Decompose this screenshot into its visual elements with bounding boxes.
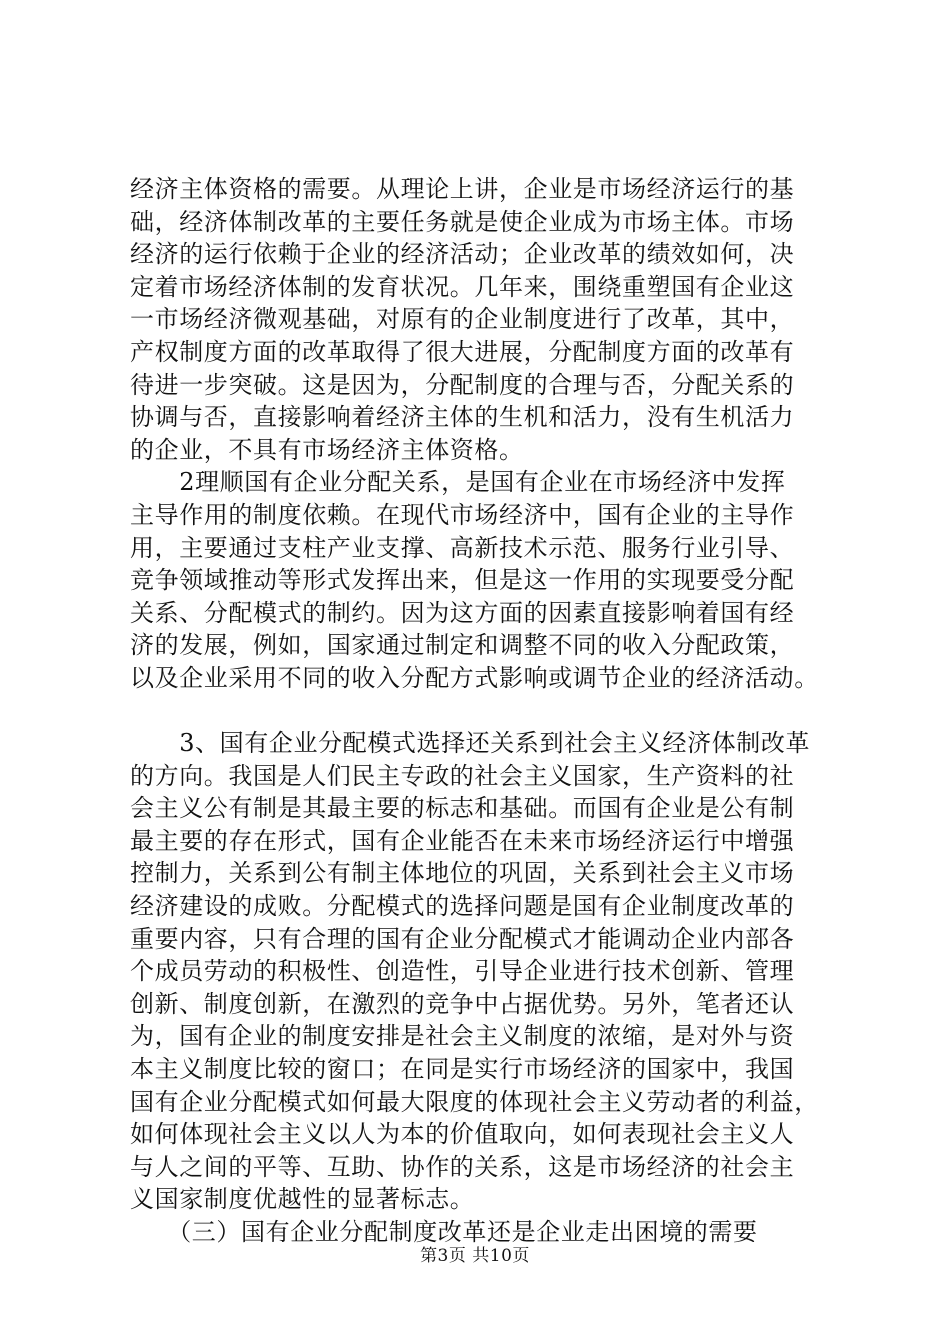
text-line: 关系、分配模式的制约。因为这方面的因素直接影响着国有经 — [130, 598, 795, 627]
text-line: 协调与否，直接影响着经济主体的生机和活力，没有生机活力 — [130, 403, 795, 432]
text-line: 主导作用的制度依赖。在现代市场经济中，国有企业的主导作 — [130, 500, 795, 529]
text-line: 待进一步突破。这是因为，分配制度的合理与否，分配关系的 — [130, 370, 795, 399]
text-line: 一市场经济微观基础，对原有的企业制度进行了改革，其中， — [130, 305, 795, 334]
text-line: 创新、制度创新，在激烈的竞争中占据优势。另外，笔者还认 — [130, 989, 795, 1018]
text-line: 以及企业采用不同的收入分配方式影响或调节企业的经济活动。 — [130, 663, 819, 692]
text-line: 重要内容，只有合理的国有企业分配模式才能调动企业内部各 — [130, 924, 795, 953]
text-line: 控制力，关系到公有制主体地位的巩固，关系到社会主义市场 — [130, 859, 795, 888]
text-line: 定着市场经济体制的发育状况。几年来，围绕重塑国有企业这 — [130, 272, 795, 301]
body-text — [130, 173, 830, 1249]
text-line: 如何体现社会主义以人为本的价值取向，如何表现社会主义人 — [130, 1120, 795, 1149]
text-line: 经济的运行依赖于企业的经济活动；企业改革的绩效如何，决 — [130, 240, 795, 269]
text-line: 经济主体资格的需要。从理论上讲，企业是市场经济运行的基 — [130, 175, 795, 203]
text-line: 会主义公有制是其最主要的标志和基础。而国有企业是公有制 — [130, 794, 795, 823]
text-line: 的企业，不具有市场经济主体资格。 — [130, 435, 524, 464]
text-line: 3、国有企业分配模式选择还关系到社会主义经济体制改革 — [130, 729, 811, 758]
text-line: 的方向。我国是人们民主专政的社会主义国家，生产资料的社 — [130, 761, 795, 790]
page-footer: 第3页 共10页 — [420, 1246, 530, 1266]
text-line: 与人之间的平等、互助、协作的关系，这是市场经济的社会主 — [130, 1152, 795, 1181]
text-line: 经济建设的成败。分配模式的选择问题是国有企业制度改革的 — [130, 892, 795, 921]
text-line: （三）国有企业分配制度改革还是企业走出困境的需要 — [130, 1218, 758, 1246]
text-line: 础，经济体制改革的主要任务就是使企业成为市场主体。市场 — [130, 207, 795, 236]
text-line: 用，主要通过支柱产业支撑、高新技术示范、服务行业引导、 — [130, 533, 795, 562]
text-line: 2理顺国有企业分配关系，是国有企业在市场经济中发挥 — [130, 468, 786, 497]
text-line: 国有企业分配模式如何最大限度的体现社会主义劳动者的利益， — [130, 1087, 819, 1116]
text-line: 产权制度方面的改革取得了很大进展，分配制度方面的改革有 — [130, 337, 795, 366]
text-line: 个成员劳动的积极性、创造性，引导企业进行技术创新、管理 — [130, 957, 795, 986]
text-line: 济的发展，例如，国家通过制定和调整不同的收入分配政策， — [130, 631, 795, 660]
text-line: 最主要的存在形式，国有企业能否在未来市场经济运行中增强 — [130, 826, 795, 855]
paragraph-gap — [130, 695, 830, 728]
text-line: 为，国有企业的制度安排是社会主义制度的浓缩，是对外与资 — [130, 1022, 795, 1051]
text-line: 竞争领域推动等形式发挥出来，但是这一作用的实现要受分配 — [130, 566, 795, 595]
text-line: 义国家制度优越性的显著标志。 — [130, 1185, 475, 1214]
text-line: 本主义制度比较的窗口；在同是实行市场经济的国家中，我国 — [130, 1055, 795, 1084]
